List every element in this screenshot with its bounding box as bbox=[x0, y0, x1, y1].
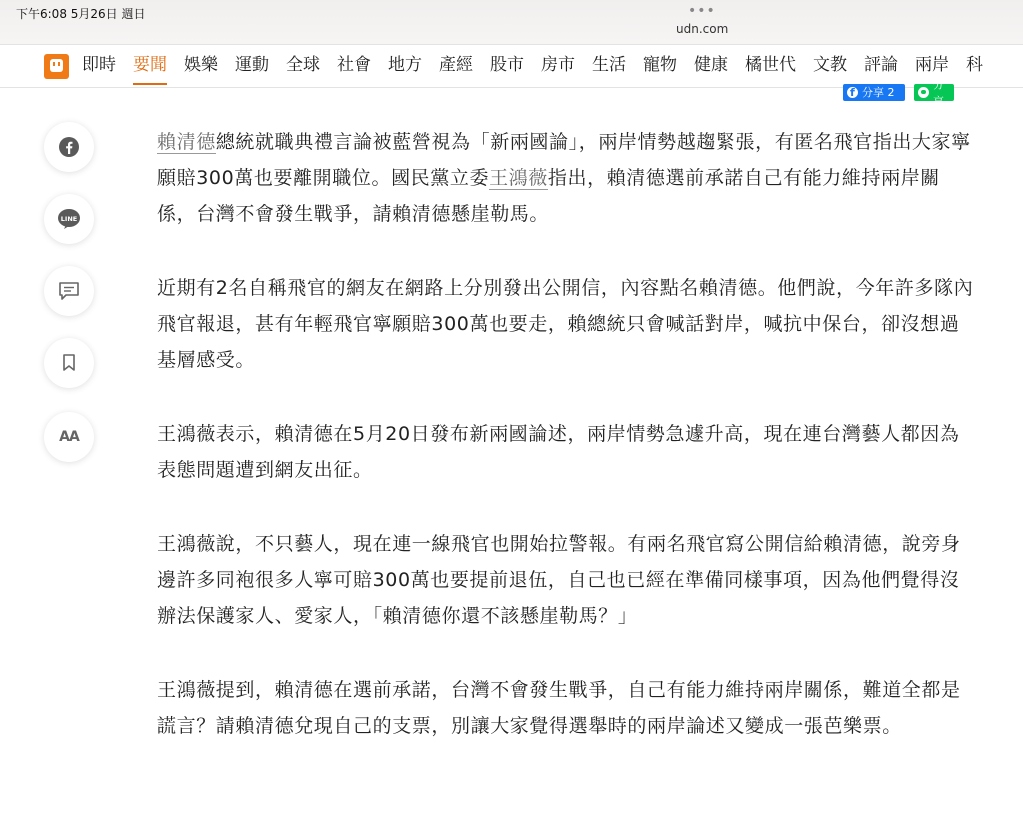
category-navbar bbox=[0, 44, 1023, 88]
nav-item-opinion[interactable]: 評論 bbox=[864, 55, 898, 75]
article-paragraph: 近期有2名自稱飛官的網友在網路上分別發出公開信，內容點名賴清德。他們說，今年許多隊內飛官報退，甚有年輕飛官寧願賠300萬也要走，賴總統只會喊話對岸，喊抗中保台，卻沒想過基層感受。 bbox=[157, 277, 974, 371]
nav-item-health[interactable]: 健康 bbox=[694, 55, 728, 75]
nav-item-economy[interactable]: 產經 bbox=[439, 55, 473, 75]
address-url[interactable]: udn.com bbox=[676, 22, 729, 36]
more-dots-icon[interactable]: ••• bbox=[688, 3, 716, 19]
nav-item-sports[interactable]: 運動 bbox=[235, 55, 269, 75]
nav-item-society[interactable]: 社會 bbox=[337, 55, 371, 75]
nav-item-cross-strait[interactable]: 兩岸 bbox=[915, 55, 949, 75]
font-size-side-button[interactable] bbox=[44, 412, 94, 462]
nav-items bbox=[82, 45, 1000, 85]
line-share-button[interactable] bbox=[914, 77, 954, 108]
nav-item-housing[interactable]: 房市 bbox=[541, 55, 575, 75]
line-share-label: 分享 bbox=[933, 77, 944, 108]
udn-logo-icon[interactable] bbox=[44, 54, 69, 79]
facebook-share-button[interactable] bbox=[843, 84, 905, 101]
nav-item-pets[interactable]: 寵物 bbox=[643, 55, 677, 75]
article-paragraph bbox=[157, 124, 979, 232]
person-link-lai-ching-te[interactable]: 賴清德 bbox=[157, 131, 216, 153]
paragraph-text: 指出，賴清德選前承諾自己有能力維持兩岸關係，台灣不會發生戰爭，請賴清德懸崖勒馬。 bbox=[157, 167, 940, 225]
nav-item-orange-generation[interactable]: 橘世代 bbox=[745, 55, 796, 75]
nav-item-science[interactable]: 科 bbox=[966, 55, 983, 75]
nav-item-stocks[interactable]: 股市 bbox=[490, 55, 524, 75]
share-row bbox=[843, 77, 954, 108]
nav-item-entertainment[interactable]: 娛樂 bbox=[184, 55, 218, 75]
line-icon bbox=[57, 208, 81, 230]
nav-item-local[interactable]: 地方 bbox=[388, 55, 422, 75]
status-time-date: 下午6:08 5月26日 週日 bbox=[16, 7, 146, 21]
nav-item-global[interactable]: 全球 bbox=[286, 55, 320, 75]
svg-text:LINE: LINE bbox=[60, 215, 78, 223]
facebook-icon bbox=[58, 136, 80, 158]
facebook-share-label: 分享 2 bbox=[862, 86, 895, 99]
status-bar bbox=[0, 0, 1023, 44]
line-icon bbox=[918, 87, 929, 98]
nav-item-instant[interactable]: 即時 bbox=[82, 55, 116, 75]
nav-item-headlines[interactable]: 要聞 bbox=[133, 45, 167, 85]
nav-item-life[interactable]: 生活 bbox=[592, 55, 626, 75]
paragraph-text: 總統就職典禮言論被藍營視為「新兩國論」，兩岸情勢越趨緊張，有匿名飛官指出大家寧願賠300萬也要離開職位。國民黨立委 bbox=[157, 131, 971, 189]
facebook-side-button[interactable] bbox=[44, 122, 94, 172]
facebook-icon bbox=[847, 87, 858, 98]
person-link-wang-hung-wei[interactable]: 王鴻薇 bbox=[489, 167, 548, 189]
comment-side-button[interactable] bbox=[44, 266, 94, 316]
bookmark-side-button[interactable] bbox=[44, 338, 94, 388]
article-paragraph: 王鴻薇提到，賴清德在選前承諾，台灣不會發生戰爭，自己有能力維持兩岸關係，難道全都是謊言？請賴清德兌現自己的支票，別讓大家覺得選舉時的兩岸論述又變成一張芭樂票。 bbox=[157, 679, 961, 737]
line-side-button[interactable] bbox=[44, 194, 94, 244]
article-paragraph: 王鴻薇說，不只藝人，現在連一線飛官也開始拉警報。有兩名飛官寫公開信給賴清德，說旁身邊許多同袍很多人寧可賠300萬也要提前退伍，自己也已經在準備同樣事項，因為他們覺得沒辦法保護家人、愛家人，「賴清德你還不該懸崖勒馬？」 bbox=[157, 533, 961, 627]
article-body bbox=[157, 124, 979, 782]
comment-icon bbox=[58, 281, 80, 301]
bookmark-icon bbox=[61, 353, 77, 373]
article-paragraph: 王鴻薇表示，賴清德在5月20日發布新兩國論述，兩岸情勢急遽升高，現在連台灣藝人都因為表態問題遭到網友出征。 bbox=[157, 423, 960, 481]
font-size-icon: AA bbox=[59, 429, 79, 445]
nav-item-education[interactable]: 文教 bbox=[813, 55, 847, 75]
